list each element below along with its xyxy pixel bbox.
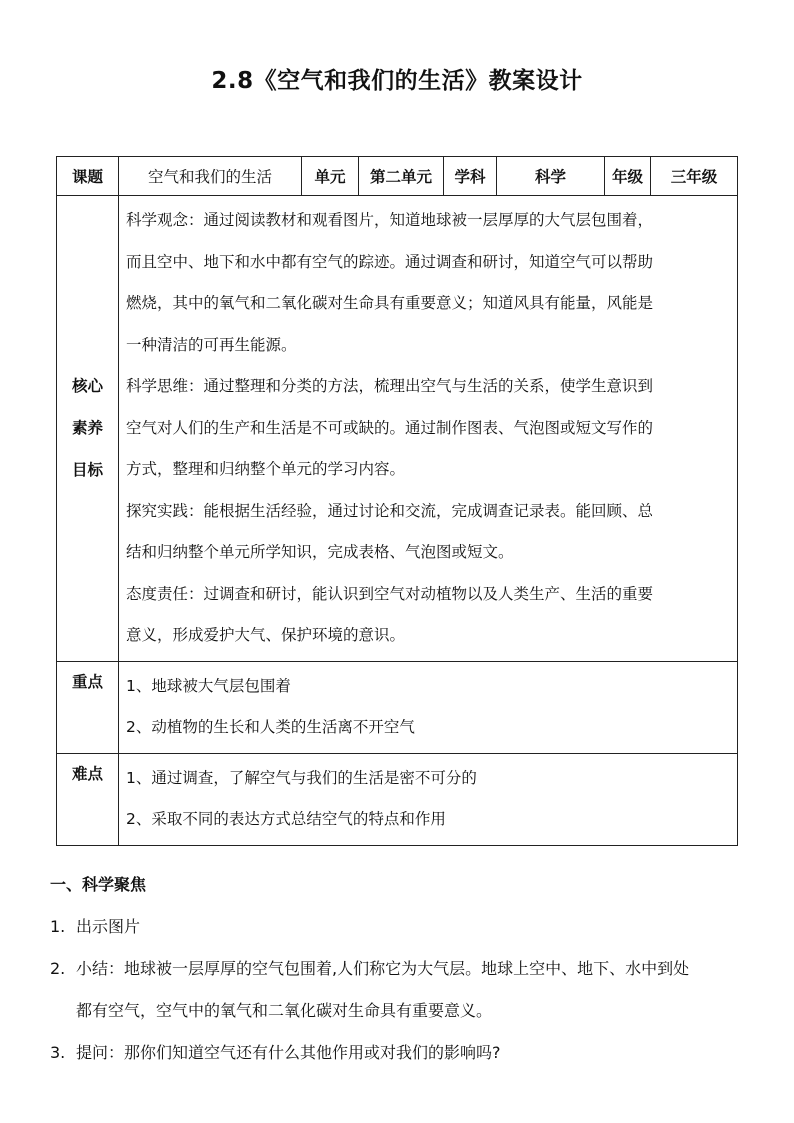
subject-value: 科学 — [497, 157, 605, 196]
key-points-content — [119, 661, 738, 753]
key-point-line: 1、地球被大气层包围着 — [126, 676, 291, 695]
key-point-line: 2、动植物的生长和人类的生活离不开空气 — [126, 718, 415, 736]
list-item-number: 1. — [50, 917, 66, 936]
difficulties-content — [119, 753, 738, 845]
unit-label: 单元 — [302, 157, 359, 196]
list-item — [50, 906, 770, 948]
lesson-plan-table — [56, 156, 738, 846]
list-item-text: 出示图片 — [76, 917, 141, 936]
difficulty-line: 1、通过调查，了解空气与我们的生活是密不可分的 — [126, 768, 477, 787]
core-label-line: 核心 — [71, 377, 103, 396]
table-header-row — [57, 157, 738, 196]
core-literacy-label — [57, 196, 119, 662]
core-line: 方式，整理和归纳整个单元的学习内容。 — [126, 460, 406, 478]
core-line: 意义，形成爱护大气、保护环境的意识。 — [126, 626, 406, 644]
core-line: 结和归纳整个单元所学知识，完成表格、气泡图或短文。 — [126, 543, 514, 561]
grade-label: 年级 — [605, 157, 651, 196]
section-list — [50, 906, 770, 1074]
list-item-number: 2. — [50, 959, 66, 978]
core-line: 燃烧，其中的氧气和二氧化碳对生命具有重要意义；知道风具有能量，风能是 — [126, 294, 654, 312]
core-line: 而且空中、地下和水中都有空气的踪迹。通过调查和研讨，知道空气可以帮助 — [126, 252, 654, 271]
list-item — [50, 948, 770, 1032]
core-label-line: 素养 — [71, 419, 103, 438]
core-line: 科学思维：通过整理和分类的方法，梳理出空气与生活的关系，使学生意识到 — [126, 377, 654, 395]
topic-value: 空气和我们的生活 — [119, 157, 302, 196]
subject-label: 学科 — [444, 157, 497, 196]
key-points-label: 重点 — [57, 661, 119, 753]
list-item — [50, 1032, 770, 1074]
topic-label: 课题 — [57, 157, 119, 196]
list-item-number: 3. — [50, 1043, 66, 1062]
list-item-text: 小结：地球被一层厚厚的空气包围着,人们称它为大气层。地球上空中、地下、水中到处 — [76, 959, 690, 978]
difficulties-label: 难点 — [57, 753, 119, 845]
grade-value: 三年级 — [651, 157, 738, 196]
core-line: 态度责任：过调查和研讨，能认识到空气对动植物以及人类生产、生活的重要 — [126, 584, 654, 603]
key-points-row — [57, 661, 738, 753]
core-literacy-content — [119, 196, 738, 662]
core-line: 空气对人们的生产和生活是不可或缺的。通过制作图表、气泡图或短文写作的 — [126, 418, 654, 437]
core-literacy-row — [57, 196, 738, 662]
difficulty-line: 2、采取不同的表达方式总结空气的特点和作用 — [126, 810, 446, 828]
difficulties-row — [57, 753, 738, 845]
section-heading: 一、科学聚焦 — [50, 875, 147, 894]
core-line: 探究实践：能根据生活经验，通过讨论和交流，完成调查记录表。能回顾、总 — [126, 501, 654, 520]
unit-value: 第二单元 — [359, 157, 444, 196]
page-title: 2.8《空气和我们的生活》教案设计 — [211, 68, 583, 94]
list-item-text: 都有空气，空气中的氧气和二氧化碳对生命具有重要意义。 — [76, 1001, 493, 1020]
core-label-line: 目标 — [71, 461, 103, 480]
list-item-text: 提问：那你们知道空气还有什么其他作用或对我们的影响吗? — [76, 1043, 501, 1062]
core-line: 一种清洁的可再生能源。 — [126, 335, 297, 354]
core-line: 科学观念：通过阅读教材和观看图片，知道地球被一层厚厚的大气层包围着， — [126, 211, 654, 229]
